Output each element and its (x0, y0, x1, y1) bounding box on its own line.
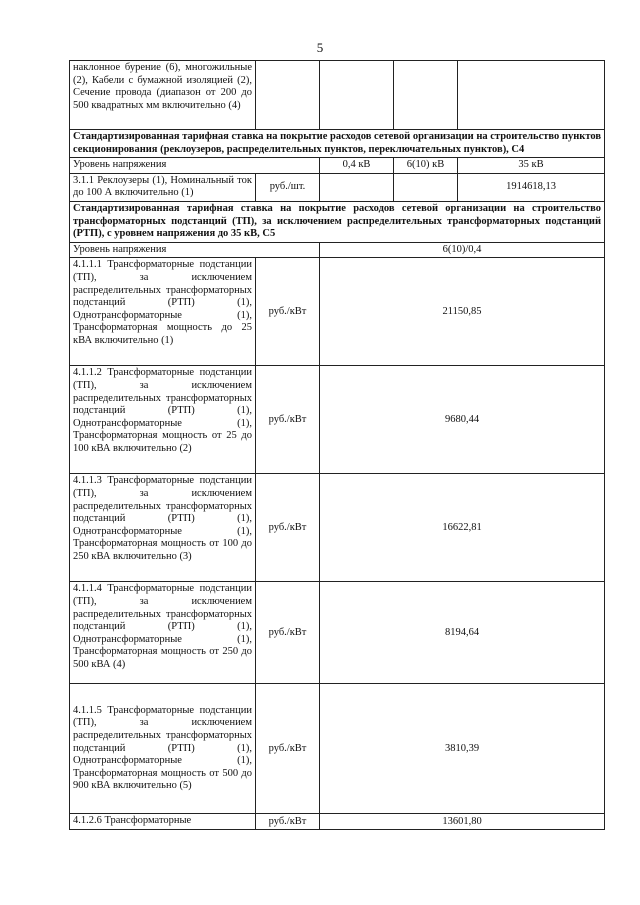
unit-cell: руб./кВт (256, 366, 320, 474)
table-row (70, 258, 605, 366)
table-row (70, 582, 605, 684)
row-description: 4.1.1.2 Трансформаторные подстанции (ТП), за исключением распределительных трансформаторных подстанций (РТП) (1), Однотрансформаторные (1), Трансформаторная мощность от 25 до 100 кВА включительно (2) (70, 366, 256, 474)
value-cell-04 (320, 173, 394, 201)
section-c5-header: Стандартизированная тарифная ставка на покрытие расходов сетевой организации на строительство трансформаторных подстанций (ТП), за исключением распределительных трансформаторных подстанций (РТП), с уровнем напряжения до 35 кВ, С5 (70, 201, 605, 242)
unit-cell: руб./кВт (256, 582, 320, 684)
section-header-row (70, 201, 605, 242)
voltage-level-label: Уровень напряжения (70, 242, 320, 258)
table-row (70, 684, 605, 814)
row-description: 4.1.2.6 Трансформаторные (70, 814, 256, 830)
value-cell-04 (320, 61, 394, 130)
section-c4-header: Стандартизированная тарифная ставка на покрытие расходов сетевой организации на строительство пунктов секционирования (реклоузеров, распределительных пунктов, переключательных пунктов), С4 (70, 130, 605, 158)
voltage-level-label: Уровень напряжения (70, 158, 320, 174)
voltage-level-35: 35 кВ (458, 158, 605, 174)
voltage-level-row (70, 158, 605, 174)
voltage-level-row (70, 242, 605, 258)
value-cell: 16622,81 (320, 474, 605, 582)
value-cell: 8194,64 (320, 582, 605, 684)
row-description: 4.1.1.1 Трансформаторные подстанции (ТП), за исключением распределительных трансформаторных подстанций (РТП) (1), Однотрансформаторные (1), Трансформаторная мощность до 25 кВА включительно (1) (70, 258, 256, 366)
unit-cell: руб./кВт (256, 684, 320, 814)
section-header-row (70, 130, 605, 158)
row-description: 3.1.1 Реклоузеры (1), Номинальный ток до 100 А включительно (1) (70, 173, 256, 201)
unit-cell: руб./кВт (256, 258, 320, 366)
value-cell: 13601,80 (320, 814, 605, 830)
value-cell: 9680,44 (320, 366, 605, 474)
value-cell-35: 1914618,13 (458, 173, 605, 201)
voltage-level-04: 0,4 кВ (320, 158, 394, 174)
unit-cell: руб./кВт (256, 814, 320, 830)
value-cell-610 (394, 173, 458, 201)
voltage-level: 6(10)/0,4 (320, 242, 605, 258)
unit-cell: руб./шт. (256, 173, 320, 201)
table-row (70, 366, 605, 474)
row-description: 4.1.1.5 Трансформаторные подстанции (ТП), за исключением распределительных трансформаторных подстанций (РТП) (1), Однотрансформаторные (1), Трансформаторная мощность от 500 до 900 кВА включительно (5) (70, 684, 256, 814)
unit-cell: руб./кВт (256, 474, 320, 582)
row-description: наклонное бурение (6), многожильные (2), Кабели с бумажной изоляцией (2), Сечение провода (диапазон от 200 до 500 квадратных мм включительно (4) (70, 61, 256, 130)
row-description: 4.1.1.3 Трансформаторные подстанции (ТП), за исключением распределительных трансформаторных подстанций (РТП) (1), Однотрансформаторные (1), Трансформаторная мощность от 100 до 250 кВА включительно (3) (70, 474, 256, 582)
table-row (70, 61, 605, 130)
value-cell: 3810,39 (320, 684, 605, 814)
table-row (70, 173, 605, 201)
value-cell-35 (458, 61, 605, 130)
page-number: 5 (316, 40, 324, 55)
value-cell: 21150,85 (320, 258, 605, 366)
table-row (70, 814, 605, 830)
value-cell-610 (394, 61, 458, 130)
tariff-table (69, 60, 605, 830)
table-row (70, 474, 605, 582)
unit-cell (256, 61, 320, 130)
row-description: 4.1.1.4 Трансформаторные подстанции (ТП), за исключением распределительных трансформаторных подстанций (РТП) (1), Однотрансформаторные (1), Трансформаторная мощность от 250 до 500 кВА (4) (70, 582, 256, 684)
voltage-level-610: 6(10) кВ (394, 158, 458, 174)
